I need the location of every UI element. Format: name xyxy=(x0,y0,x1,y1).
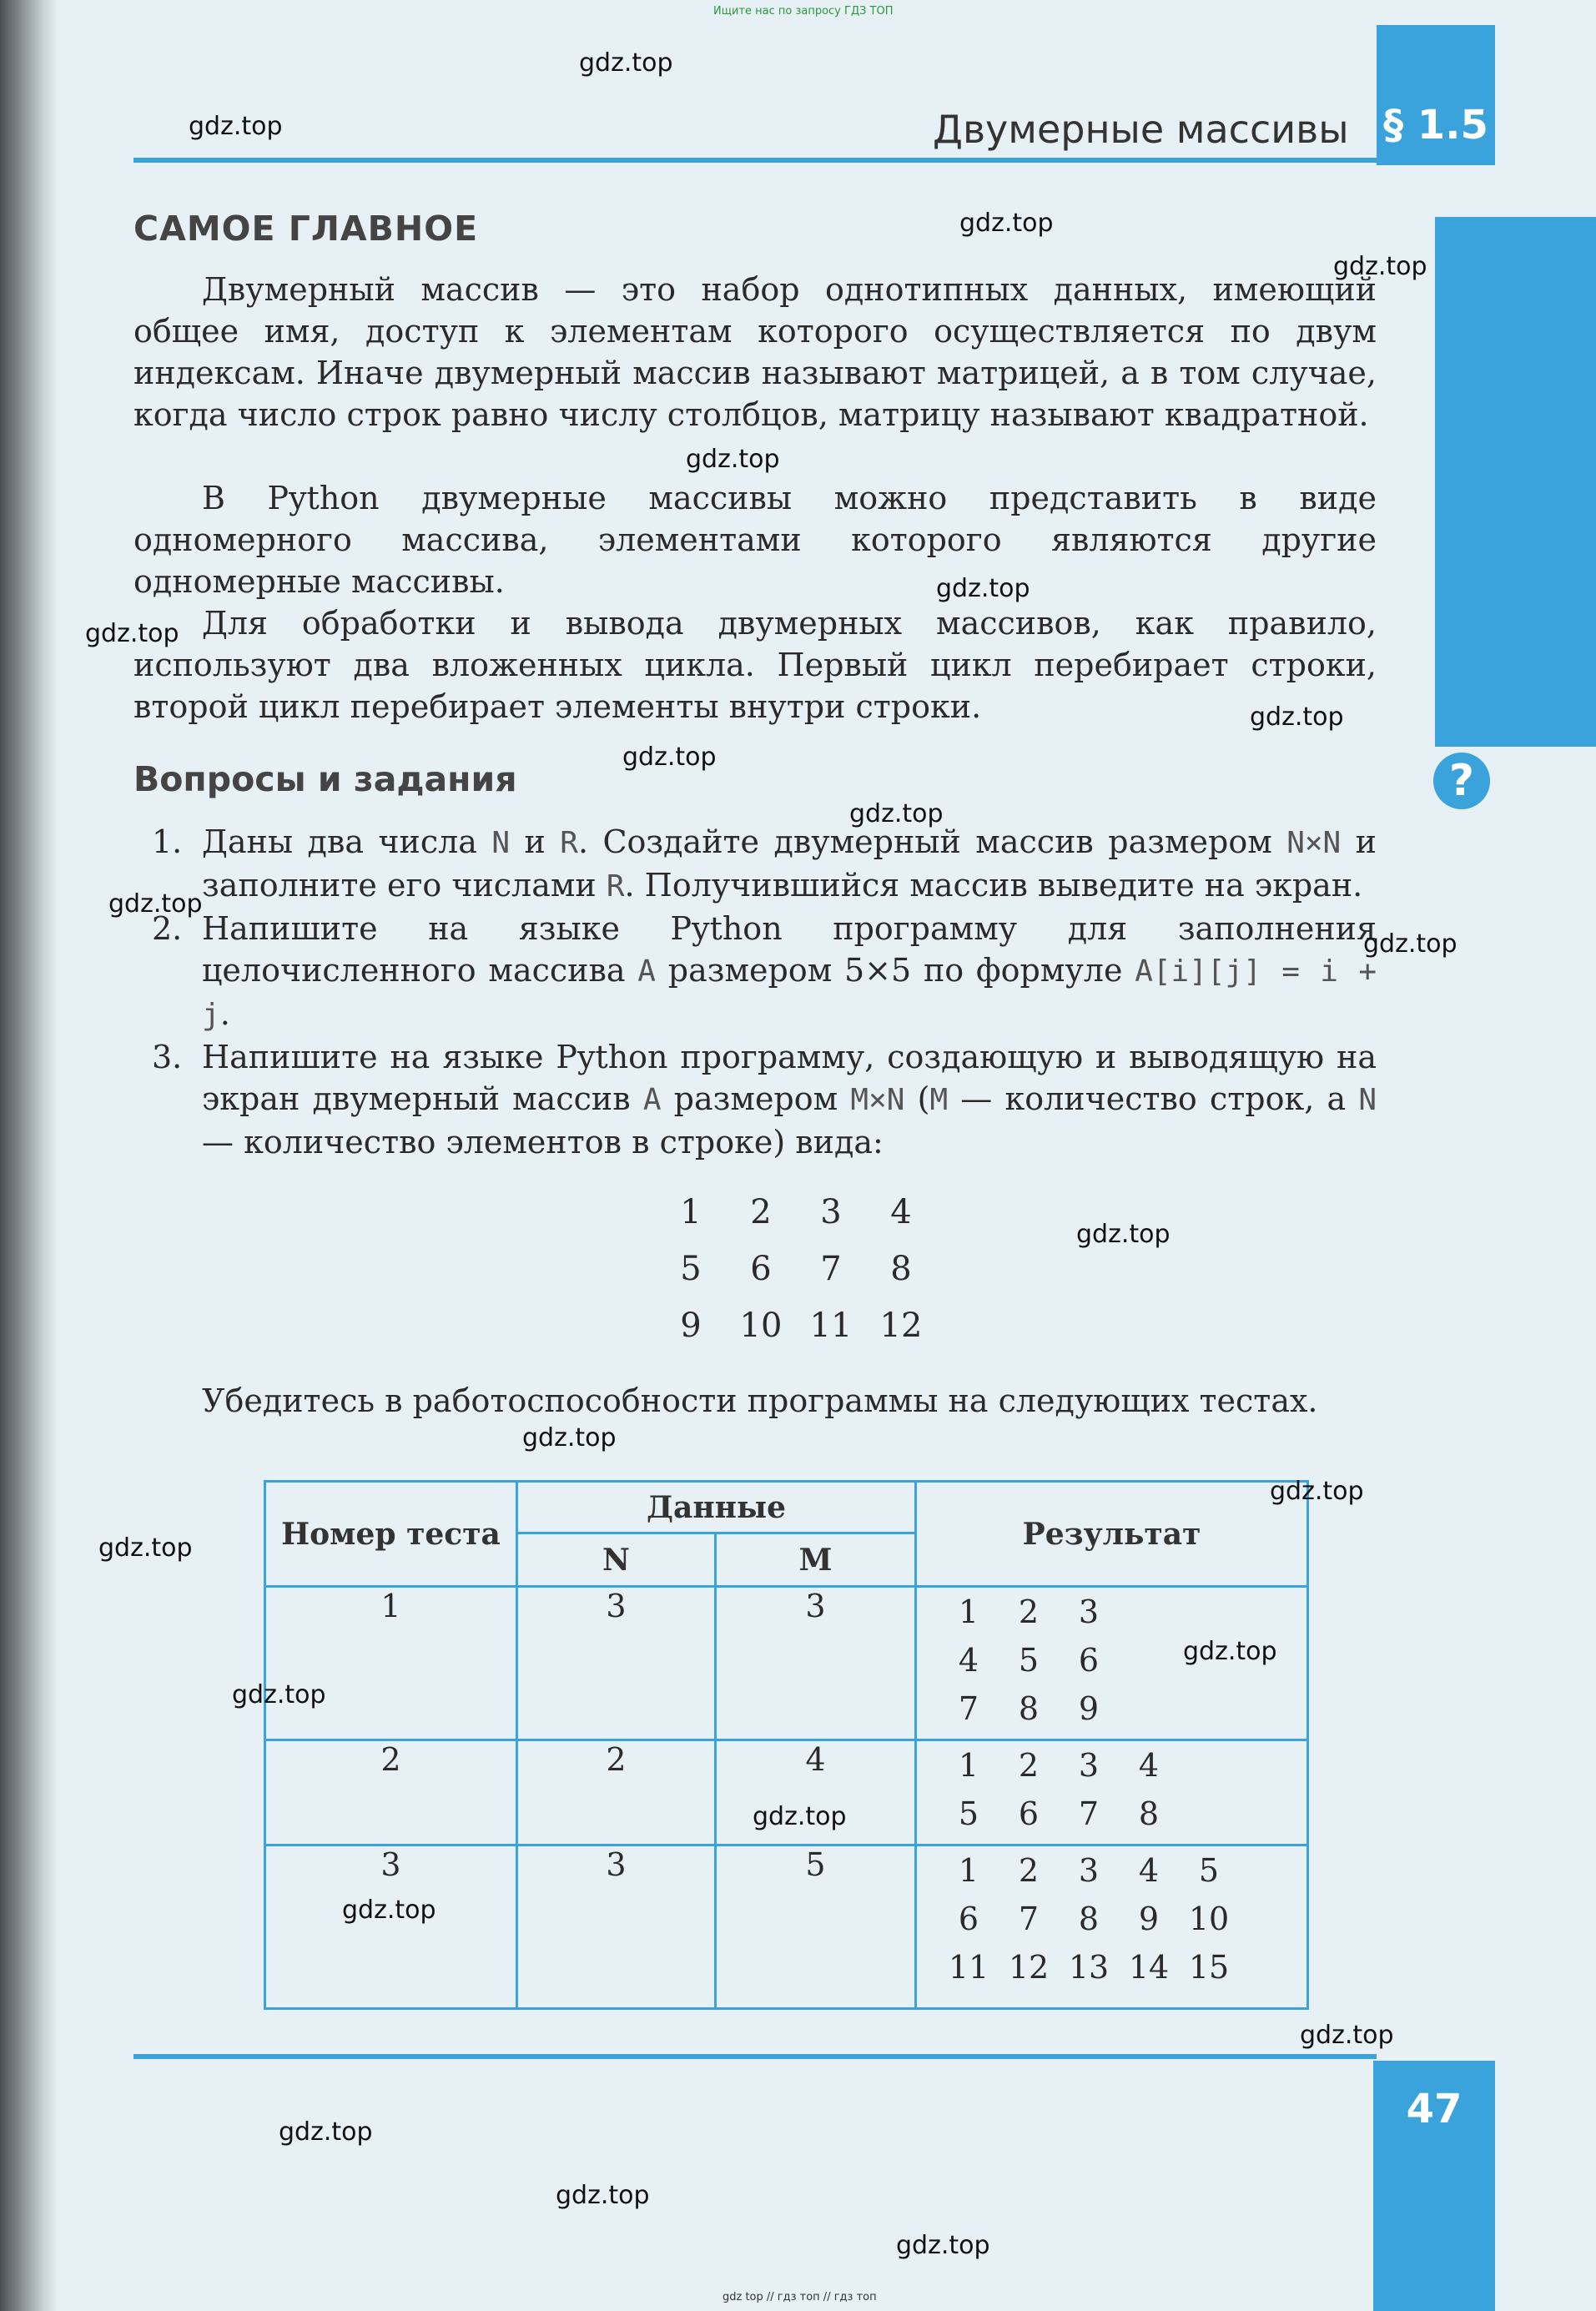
result-value: 13 xyxy=(1068,1949,1110,1986)
header-result: Результат xyxy=(916,1482,1308,1587)
watermark: gdz.top xyxy=(1363,929,1458,959)
result-value: 8 xyxy=(1078,1901,1100,1937)
result-value: 3 xyxy=(1078,1594,1100,1630)
task-text: размером xyxy=(661,1080,851,1117)
watermark: gdz.top xyxy=(1183,1637,1277,1666)
main-points-heading: САМОЕ ГЛАВНОЕ xyxy=(133,209,479,249)
table-row xyxy=(265,1845,1308,2009)
result-value: 8 xyxy=(1018,1690,1040,1727)
matrix-cell: 7 xyxy=(820,1250,842,1288)
result-row xyxy=(939,1588,1307,1636)
task-list xyxy=(133,821,1377,1163)
result-value: 2 xyxy=(1018,1852,1040,1889)
watermark: gdz.top xyxy=(959,209,1054,238)
task-number: 2. xyxy=(152,910,183,947)
main-paragraph-1: Двумерный массив — это набор однотипных данных, имеющий общее имя, доступ к элементам которого осуществляется по двум индексам. Иначе двумерный массив называют матрицей, а в том случае, когда число строк равно числу столбцов, матрицу называют квадратной. xyxy=(133,271,1377,433)
watermark: gdz.top xyxy=(232,1680,326,1709)
code-token: M xyxy=(929,1083,949,1117)
n-cell: 3 xyxy=(517,1587,716,1740)
matrix-cell: 4 xyxy=(890,1193,912,1231)
watermark: gdz.top xyxy=(1270,1477,1364,1506)
code-token: R xyxy=(560,826,578,860)
result-cell xyxy=(916,1740,1308,1845)
result-value: 9 xyxy=(1078,1690,1100,1727)
matrix-cell: 1 xyxy=(680,1193,702,1231)
table-row xyxy=(265,1587,1308,1740)
result-value: 8 xyxy=(1138,1795,1160,1832)
result-value: 7 xyxy=(1018,1901,1040,1937)
task-number: 3. xyxy=(152,1039,183,1075)
result-value: 4 xyxy=(1138,1747,1160,1784)
m-cell: 3 xyxy=(716,1587,916,1740)
watermark: gdz.top xyxy=(622,743,717,772)
matrix-cell: 12 xyxy=(879,1307,923,1345)
task-text: Напишите на языке Python программу для заполнения целочисленного массива xyxy=(202,910,1377,989)
watermark: gdz.top xyxy=(522,1423,617,1453)
result-value: 1 xyxy=(958,1747,979,1784)
watermark: gdz.top xyxy=(85,619,179,648)
result-value: 11 xyxy=(948,1949,989,1986)
watermark: gdz.top xyxy=(1333,252,1427,281)
watermark: gdz.top xyxy=(579,48,673,78)
main-paragraph-2: В Python двумерные массивы можно представить в виде одномерного массива, элементами которого являются другие одномерные массивы. xyxy=(133,480,1377,600)
result-value: 6 xyxy=(958,1901,979,1937)
result-value: 3 xyxy=(1078,1852,1100,1889)
result-row xyxy=(939,1846,1307,1895)
result-value: 6 xyxy=(1078,1642,1100,1679)
sample-matrix xyxy=(656,1193,936,1363)
watermark: gdz.top xyxy=(98,1533,193,1563)
matrix-cell: 11 xyxy=(809,1307,853,1345)
watermark: gdz.top xyxy=(556,2181,650,2210)
result-value: 14 xyxy=(1128,1949,1170,1986)
result-value: 1 xyxy=(958,1852,979,1889)
tests-table xyxy=(264,1480,1309,2010)
task-item xyxy=(133,821,1377,908)
m-cell: 5 xyxy=(716,1845,916,2009)
result-row xyxy=(939,1895,1307,1943)
matrix-cell: 8 xyxy=(890,1250,912,1288)
task-number: 1. xyxy=(152,823,183,860)
question-mark-icon: ? xyxy=(1433,753,1490,809)
task-text: — количество строк, а xyxy=(948,1080,1359,1117)
watermark: gdz.top xyxy=(189,112,283,141)
watermark: gdz.top xyxy=(342,1896,436,1925)
result-value: 4 xyxy=(958,1642,979,1679)
bottom-site-note: gdz top // гдз топ // гдз топ xyxy=(722,2291,877,2303)
watermark: gdz.top xyxy=(896,2231,990,2260)
result-value: 4 xyxy=(1138,1852,1160,1889)
task-text: Напишите на языке Python программу, создающую и выводящую на экран двумерный массив xyxy=(202,1039,1377,1117)
watermark: gdz.top xyxy=(1300,2021,1394,2050)
test-number-cell: 1 xyxy=(265,1587,517,1740)
watermark: gdz.top xyxy=(108,889,203,919)
result-row xyxy=(939,1741,1307,1790)
header-m: M xyxy=(716,1533,916,1587)
matrix-cell: 9 xyxy=(680,1307,702,1345)
code-token: N xyxy=(491,826,511,860)
result-value: 6 xyxy=(1018,1795,1040,1832)
main-paragraph-3: Для обработки и вывода двумерных массивов, как правило, используют два вложенных цикла. Первый цикл перебирает строки, второй цикл перебирает элементы внутри строки. xyxy=(133,605,1377,725)
chapter-title: Двумерные массивы xyxy=(933,107,1349,152)
task-item xyxy=(133,1036,1377,1163)
header-rule xyxy=(133,158,1377,163)
matrix-cell: 10 xyxy=(739,1307,783,1345)
result-value: 7 xyxy=(958,1690,979,1727)
code-token: M×N xyxy=(850,1083,905,1117)
matrix-cell: 3 xyxy=(820,1193,842,1231)
book-spine-shadow xyxy=(0,0,58,2311)
code-token: A xyxy=(637,954,656,989)
result-value: 3 xyxy=(1078,1747,1100,1784)
result-cell xyxy=(916,1845,1308,2009)
result-value: 5 xyxy=(1018,1642,1040,1679)
result-value: 12 xyxy=(1008,1949,1050,1986)
task-text: . Создайте двумерный массив размером xyxy=(577,823,1287,860)
watermark: gdz.top xyxy=(753,1802,847,1831)
result-value: 10 xyxy=(1188,1901,1230,1937)
result-row xyxy=(939,1943,1307,1991)
result-row xyxy=(939,1790,1307,1838)
result-value: 5 xyxy=(958,1795,979,1832)
result-value: 2 xyxy=(1018,1747,1040,1784)
page-number: 47 xyxy=(1373,2061,1495,2311)
result-value: 9 xyxy=(1138,1901,1160,1937)
code-token: R xyxy=(606,869,625,904)
result-value: 7 xyxy=(1078,1795,1100,1832)
tasks-heading: Вопросы и задания xyxy=(133,759,517,799)
header-test-number: Номер теста xyxy=(265,1482,517,1587)
task-text: . Получившийся массив выведите на экран. xyxy=(624,867,1363,904)
test-number-cell: 2 xyxy=(265,1740,517,1845)
footer-rule xyxy=(133,2054,1377,2059)
result-value: 2 xyxy=(1018,1594,1040,1630)
header-n: N xyxy=(517,1533,716,1587)
matrix-row xyxy=(656,1307,936,1363)
watermark: gdz.top xyxy=(936,574,1030,603)
watermark: gdz.top xyxy=(849,799,944,828)
header-data: Данные xyxy=(517,1482,916,1533)
paragraph-badge: § 1.5 xyxy=(1377,25,1495,165)
task-text: размером 5×5 по формуле xyxy=(655,952,1135,989)
watermark: gdz.top xyxy=(1250,702,1344,732)
matrix-row xyxy=(656,1250,936,1307)
result-value: 5 xyxy=(1198,1852,1220,1889)
watermark: gdz.top xyxy=(1076,1220,1171,1249)
n-cell: 2 xyxy=(517,1740,716,1845)
side-color-band xyxy=(1435,217,1596,747)
task-item xyxy=(133,908,1377,1036)
test-number-cell: 3 xyxy=(265,1845,517,2009)
check-tests-text: Убедитесь в работоспособности программы на следующих тестах. xyxy=(202,1382,1318,1419)
task-text: . xyxy=(219,995,230,1032)
result-row xyxy=(939,1684,1307,1733)
matrix-cell: 6 xyxy=(750,1250,772,1288)
top-site-note: Ищите нас по запросу ГДЗ ТОП xyxy=(713,5,894,18)
task-text: и заполните его числами xyxy=(202,823,1377,904)
task-text: Даны два числа xyxy=(202,823,492,860)
code-token: N×N xyxy=(1286,826,1342,860)
result-value: 15 xyxy=(1188,1949,1230,1986)
task-text: ( xyxy=(904,1080,930,1117)
code-token: A[i][j] = i + j xyxy=(202,954,1377,1032)
task-text: и xyxy=(510,823,561,860)
result-value: 1 xyxy=(958,1594,979,1630)
task-text: — количество элементов в строке) вида: xyxy=(202,1124,884,1161)
code-token: A xyxy=(642,1083,662,1117)
m-cell: 4 xyxy=(716,1740,916,1845)
watermark: gdz.top xyxy=(279,2117,373,2147)
matrix-cell: 5 xyxy=(680,1250,702,1288)
watermark: gdz.top xyxy=(686,445,780,474)
matrix-row xyxy=(656,1193,936,1250)
n-cell: 3 xyxy=(517,1845,716,2009)
matrix-cell: 2 xyxy=(750,1193,772,1231)
code-token: N xyxy=(1358,1083,1377,1117)
